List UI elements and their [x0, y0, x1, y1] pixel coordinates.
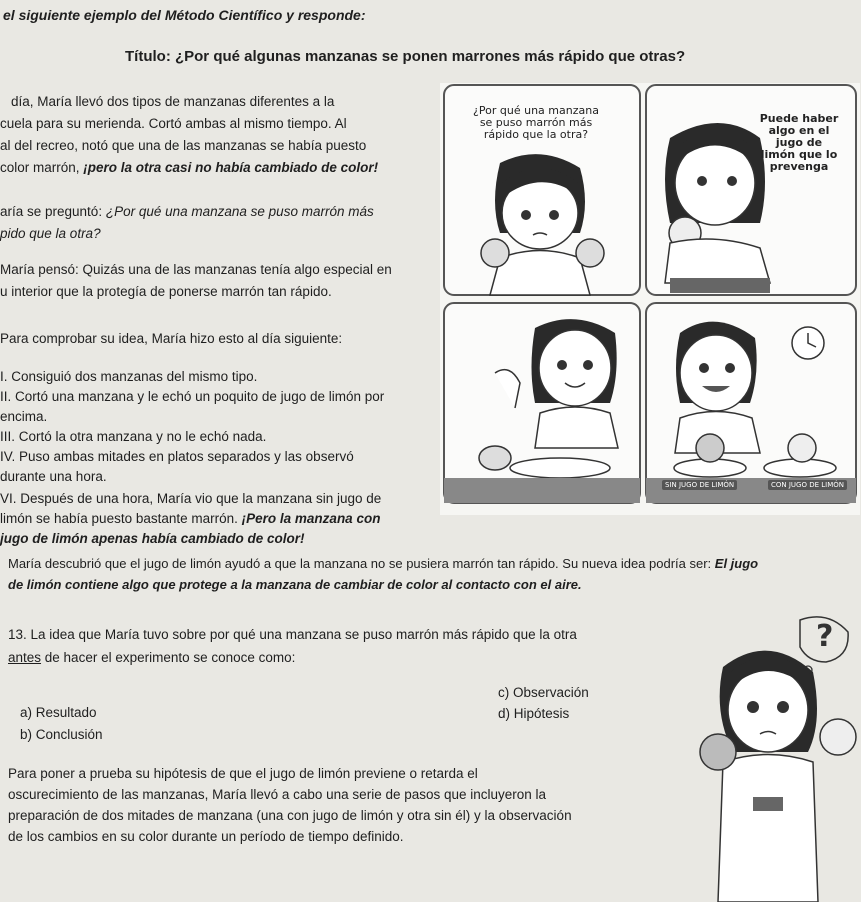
step-item: IV. Puso ambas mitades en platos separados y las observó — [0, 449, 354, 464]
story-line: al del recreo, notó que una de las manzanas se había puesto — [0, 138, 367, 153]
speech-bubble-idea: Puede haber algo en el jugo de limón que lo prevenga — [759, 112, 839, 173]
option-d[interactable]: d) Hipótesis — [498, 706, 570, 721]
step-item: III. Cortó la otra manzana y no le echó nada. — [0, 429, 267, 444]
option-c[interactable]: c) Observación — [498, 685, 589, 700]
plate-label-with-lemon: CON JUGO DE LIMÓN — [768, 480, 847, 490]
story-line: día, María llevó dos tipos de manzanas diferentes a la — [11, 94, 335, 109]
step-item: encima. — [0, 409, 48, 424]
worksheet-header: el siguiente ejemplo del Método Científico y responde: — [3, 7, 366, 23]
step-item: jugo de limón apenas había cambiado de color! — [0, 531, 305, 546]
story-emphasis: ¡pero la otra casi no había cambiado de color! — [83, 160, 379, 175]
closing-line: de los cambios en su color durante un período de tiempo definido. — [8, 829, 404, 844]
page-title: Título: ¿Por qué algunas manzanas se ponen marrones más rápido que otras? — [125, 48, 686, 65]
option-b[interactable]: b) Conclusión — [20, 727, 103, 742]
conclusion-line: de limón contiene algo que protege a la manzana de cambiar de color al contacto con el aire. — [8, 577, 582, 592]
step-item: II. Cortó una manzana y le echó un poquito de jugo de limón por — [0, 389, 385, 404]
question-13-text: antes de hacer el experimento se conoce como: — [8, 650, 296, 665]
story-line: pido que la otra? — [0, 226, 101, 241]
question-13-text: 13. La idea que María tuvo sobre por qué una manzana se puso marrón más rápido que la otra — [8, 627, 577, 642]
girl-idea-icon — [665, 123, 770, 293]
story-question: ¿Por qué una manzana se puso marrón más — [105, 204, 374, 219]
story-line: María pensó: Quizás una de las manzanas tenía algo especial en — [0, 262, 392, 277]
speech-bubble-question: ¿Por qué una manzana se puso marrón más rápido que la otra? — [473, 104, 599, 141]
story-line: Para comprobar su idea, María hizo esto al día siguiente: — [0, 331, 343, 346]
comic-illustration — [440, 83, 860, 515]
conclusion-line: María descubrió que el jugo de limón ayudó a que la manzana no se pusiera marrón tan rápido. Su nueva idea podría ser: El jugo — [8, 556, 759, 571]
story-line: color marrón, ¡pero la otra casi no había cambiado de color! — [0, 160, 379, 175]
story-line: u interior que la protegía de ponerse marrón tan rápido. — [0, 284, 332, 299]
step-item: I. Consiguió dos manzanas del mismo tipo. — [0, 369, 258, 384]
story-line: aría se preguntó: ¿Por qué una manzana se puso marrón más — [0, 204, 374, 219]
closing-line: Para poner a prueba su hipótesis de que el jugo de limón previene o retarda el — [8, 766, 478, 781]
story-line: cuela para su merienda. Cortó ambas al mismo tiempo. Al — [0, 116, 347, 131]
step-item: VI. Después de una hora, María vio que la manzana sin jugo de — [0, 491, 382, 506]
option-a[interactable]: a) Resultado — [20, 705, 97, 720]
plate-label-without-lemon: SIN JUGO DE LIMÓN — [662, 480, 737, 490]
closing-line: oscurecimiento de las manzanas, María llevó a cabo una serie de pasos que incluyeron la — [8, 787, 547, 802]
closing-line: preparación de dos mitades de manzana (una con jugo de limón y otra sin él) y la observación — [8, 808, 572, 823]
girl-confused-icon — [698, 612, 858, 902]
step-item: durante una hora. — [0, 469, 107, 484]
step-item: limón se había puesto bastante marrón. ¡Pero la manzana con — [0, 511, 381, 526]
question-mark-icon: ? — [816, 619, 834, 654]
